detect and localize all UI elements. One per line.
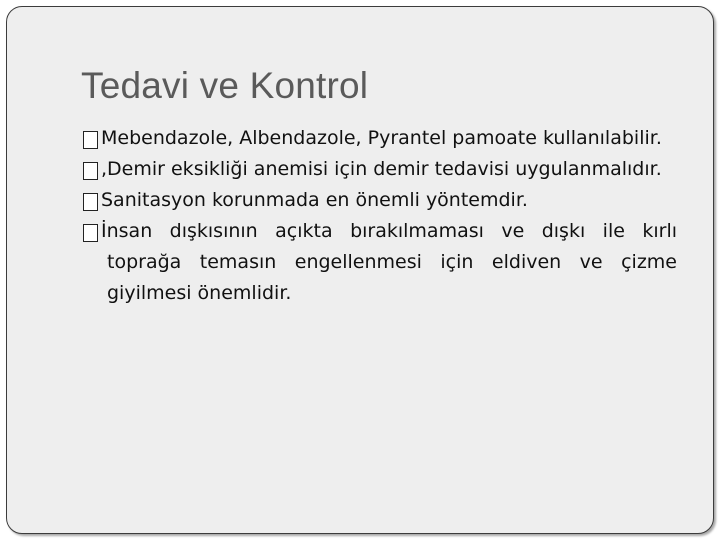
missing-glyph-bullet-icon [83, 224, 98, 242]
list-item-text: ,Demir eksikliği anemisi için demir tedavisi uygulanmalıdır. [101, 158, 662, 180]
missing-glyph-bullet-icon [83, 162, 98, 180]
list-item [83, 216, 677, 309]
list-item [83, 154, 677, 185]
list-item-text: İnsan dışkısının açıkta bırakılmaması ve dışkı ile kırlı toprağa temasın engellenmesi için eldiven ve çizme giyilmesi önemlidir. [101, 220, 677, 304]
bullet-list [83, 123, 677, 309]
missing-glyph-bullet-icon [83, 131, 98, 149]
missing-glyph-bullet-icon [83, 193, 98, 211]
list-item [83, 123, 677, 154]
slide-title: Tedavi ve Kontrol [81, 65, 369, 106]
slide-frame [6, 6, 714, 534]
list-item [83, 185, 677, 216]
list-item-text: Mebendazole, Albendazole, Pyrantel pamoate kullanılabilir. [101, 127, 662, 149]
list-item-text: Sanitasyon korunmada en önemli yöntemdir. [101, 189, 528, 211]
